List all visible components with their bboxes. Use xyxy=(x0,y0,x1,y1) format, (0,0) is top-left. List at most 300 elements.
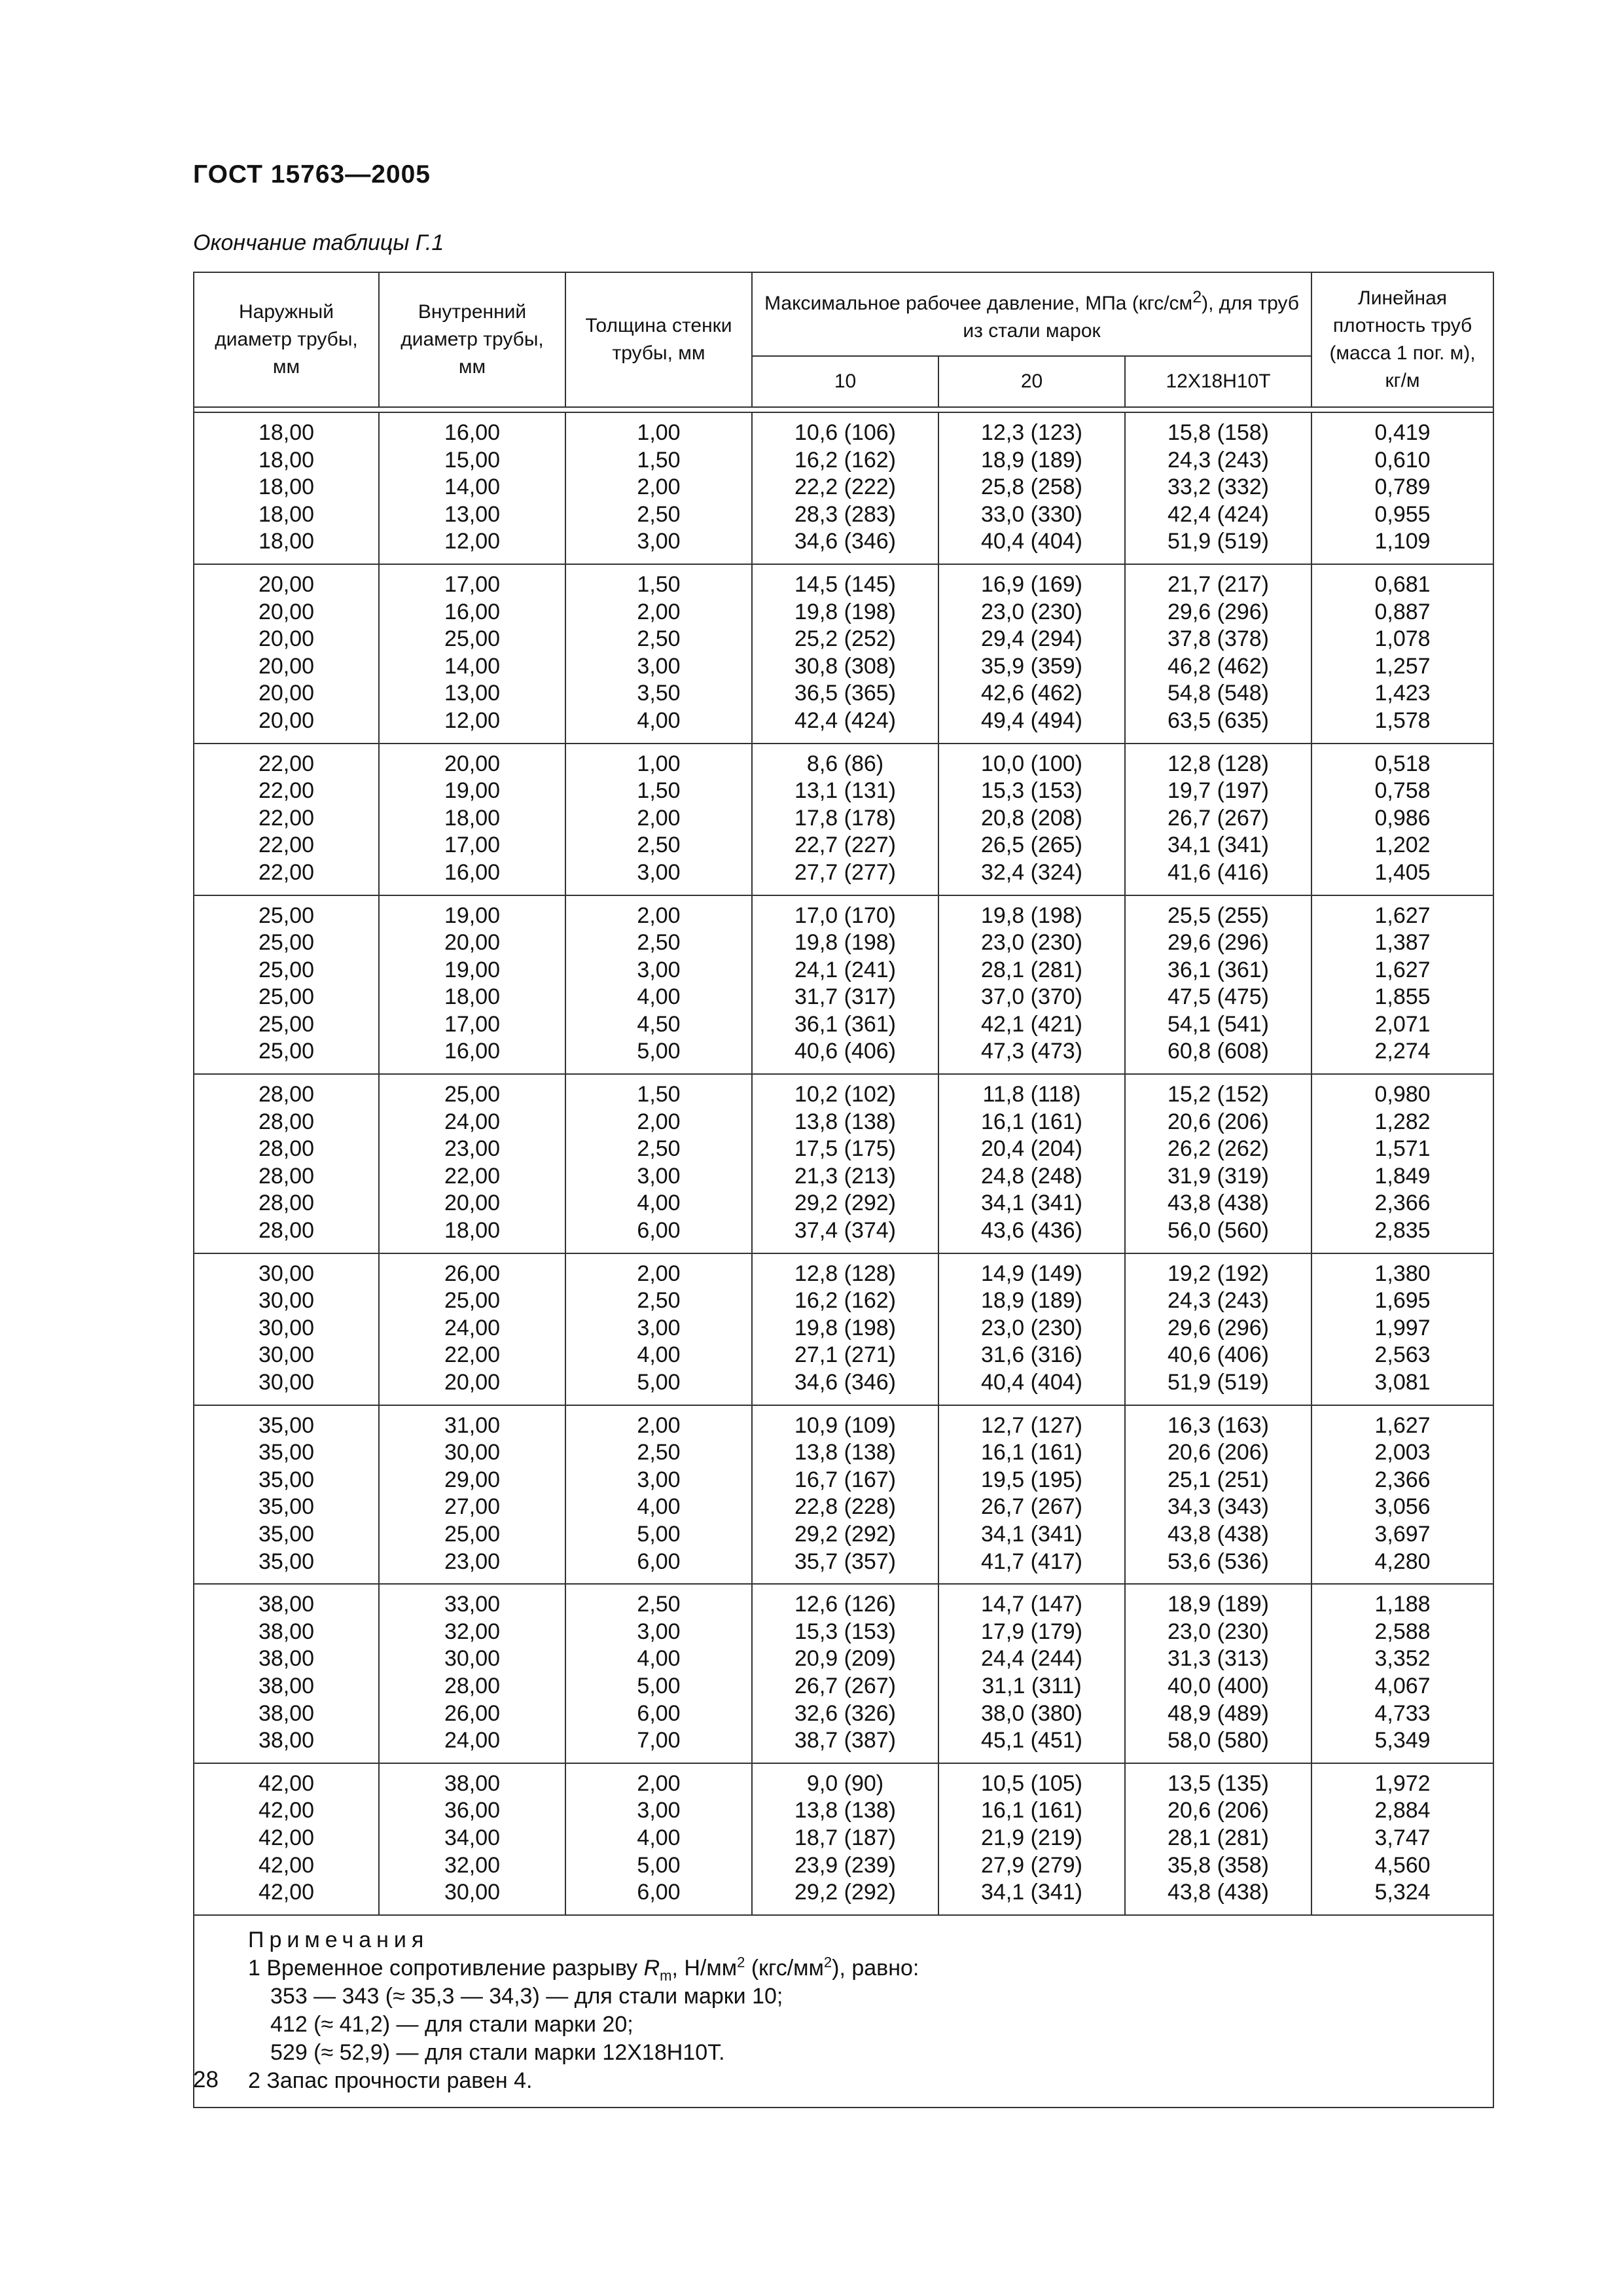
cell-value: 20,9 (209) xyxy=(794,1646,896,1672)
cell-value: 24,00 xyxy=(444,1728,501,1753)
cell-value: 30,00 xyxy=(444,1646,501,1672)
cell-value: 4,50 xyxy=(637,1011,681,1037)
cell-value: 1,50 xyxy=(637,571,681,597)
cell-value: 54,8 (548) xyxy=(1168,681,1270,706)
cell-value: 43,8 (438) xyxy=(1168,1521,1270,1547)
cell-value: 41,7 (417) xyxy=(981,1549,1082,1574)
cell-value: 30,8 (308) xyxy=(794,653,896,679)
cell-value: 0,518 xyxy=(1374,751,1431,776)
cell-value: 13,8 (138) xyxy=(794,1440,896,1465)
cell-value: 42,00 xyxy=(258,1880,315,1905)
cell-value: 0,980 xyxy=(1374,1082,1431,1107)
cell-value: 27,7 (277) xyxy=(794,859,896,885)
cell-value: 19,8 (198) xyxy=(981,903,1082,928)
cell-value: 1,257 xyxy=(1374,653,1431,679)
table-cell xyxy=(1311,564,1493,744)
table-cell xyxy=(565,1405,752,1585)
header-steel-10: 10 xyxy=(752,356,938,407)
cell-value: 10,6 (106) xyxy=(794,420,896,445)
table-row-group xyxy=(194,895,1493,1075)
cell-value: 3,697 xyxy=(1374,1521,1431,1547)
cell-value: 31,6 (316) xyxy=(981,1342,1082,1368)
cell-value: 1,50 xyxy=(637,447,681,473)
cell-value: 12,6 (126) xyxy=(794,1592,896,1617)
cell-value: 0,887 xyxy=(1374,599,1431,624)
cell-value: 0,758 xyxy=(1374,778,1431,804)
table-cell xyxy=(752,895,938,1075)
cell-value: 51,9 (519) xyxy=(1168,529,1270,554)
cell-value: 5,00 xyxy=(637,1673,681,1698)
cell-value: 24,1 (241) xyxy=(794,957,896,982)
header-max-pressure-sup: 2 xyxy=(1192,288,1202,306)
cell-value: 34,3 (343) xyxy=(1168,1494,1270,1520)
cell-value: 10,2 (102) xyxy=(794,1082,896,1107)
note-1-text-d: ), равно: xyxy=(832,1955,919,1981)
cell-value: 43,8 (438) xyxy=(1168,1191,1270,1216)
cell-value: 1,855 xyxy=(1374,984,1431,1010)
header-steel-20: 20 xyxy=(938,356,1125,407)
cell-value: 20,00 xyxy=(258,571,315,597)
cell-value: 17,9 (179) xyxy=(981,1619,1082,1644)
cell-value: 23,0 (230) xyxy=(981,930,1082,956)
cell-value: 3,00 xyxy=(637,1315,681,1340)
table-cell xyxy=(1311,1405,1493,1585)
cell-value: 23,0 (230) xyxy=(1168,1619,1270,1644)
cell-value: 20,4 (204) xyxy=(981,1136,1082,1162)
table-cell xyxy=(194,412,379,564)
cell-value: 28,00 xyxy=(258,1191,315,1216)
cell-value: 0,789 xyxy=(1374,475,1431,500)
cell-value: 56,0 (560) xyxy=(1168,1218,1270,1244)
cell-value: 16,00 xyxy=(444,599,501,624)
table-cell xyxy=(752,1405,938,1585)
cell-value: 2,00 xyxy=(637,475,681,500)
cell-value: 42,00 xyxy=(258,1770,315,1796)
table-cell xyxy=(938,895,1125,1075)
cell-value: 2,50 xyxy=(637,1136,681,1162)
cell-value: 26,00 xyxy=(444,1700,501,1726)
cell-value: 10,0 (100) xyxy=(981,751,1082,776)
table-cell xyxy=(1125,1405,1311,1585)
cell-value: 3,352 xyxy=(1374,1646,1431,1672)
cell-value: 18,00 xyxy=(258,475,315,500)
cell-value: 12,8 (128) xyxy=(1168,751,1270,776)
cell-value: 1,972 xyxy=(1374,1770,1431,1796)
cell-value: 35,00 xyxy=(258,1412,315,1438)
cell-value: 23,9 (239) xyxy=(794,1852,896,1878)
cell-value: 12,00 xyxy=(444,529,501,554)
cell-value: 1,109 xyxy=(1374,529,1431,554)
table-cell xyxy=(1125,412,1311,564)
table-cell xyxy=(752,1584,938,1763)
table-cell xyxy=(565,744,752,895)
cell-value: 2,00 xyxy=(637,1412,681,1438)
cell-value: 36,00 xyxy=(444,1798,501,1823)
cell-value: 21,9 (219) xyxy=(981,1825,1082,1850)
cell-value: 2,50 xyxy=(637,833,681,858)
cell-value: 4,733 xyxy=(1374,1700,1431,1726)
cell-value: 3,081 xyxy=(1374,1370,1431,1395)
cell-value: 15,2 (152) xyxy=(1168,1082,1270,1107)
header-rule xyxy=(194,407,1493,412)
cell-value: 2,00 xyxy=(637,1261,681,1286)
table-row-group xyxy=(194,1074,1493,1253)
table-cell xyxy=(565,1253,752,1405)
cell-value: 40,6 (406) xyxy=(1168,1342,1270,1368)
cell-value: 14,00 xyxy=(444,653,501,679)
cell-value: 17,8 (178) xyxy=(794,805,896,831)
table-cell xyxy=(194,1584,379,1763)
cell-value: 17,00 xyxy=(444,571,501,597)
cell-value: 63,5 (635) xyxy=(1168,708,1270,733)
cell-value: 19,5 (195) xyxy=(981,1467,1082,1492)
cell-value: 17,0 (170) xyxy=(794,903,896,928)
cell-value: 22,00 xyxy=(258,751,315,776)
cell-value: 1,188 xyxy=(1374,1592,1431,1617)
cell-value: 38,00 xyxy=(258,1592,315,1617)
cell-value: 47,3 (473) xyxy=(981,1039,1082,1064)
cell-value: 38,0 (380) xyxy=(981,1700,1082,1726)
header-steel-12x18n10t: 12Х18Н10Т xyxy=(1125,356,1311,407)
cell-value: 20,6 (206) xyxy=(1168,1798,1270,1823)
cell-value: 18,00 xyxy=(444,805,501,831)
cell-value: 4,067 xyxy=(1374,1673,1431,1698)
cell-value: 25,00 xyxy=(258,930,315,956)
cell-value: 37,8 (378) xyxy=(1168,626,1270,652)
cell-value: 25,00 xyxy=(258,957,315,982)
cell-value: 20,8 (208) xyxy=(981,805,1082,831)
table-cell xyxy=(1311,744,1493,895)
table-cell xyxy=(379,1253,565,1405)
cell-value: 32,00 xyxy=(444,1619,501,1644)
cell-value: 42,00 xyxy=(258,1825,315,1850)
cell-value: 26,2 (262) xyxy=(1168,1136,1270,1162)
cell-value: 25,00 xyxy=(258,984,315,1010)
cell-value: 25,1 (251) xyxy=(1168,1467,1270,1492)
cell-value: 20,6 (206) xyxy=(1168,1109,1270,1134)
cell-value: 3,00 xyxy=(637,529,681,554)
cell-value: 4,00 xyxy=(637,1646,681,1672)
cell-value: 19,00 xyxy=(444,778,501,804)
cell-value: 15,00 xyxy=(444,447,501,473)
cell-value: 0,610 xyxy=(1374,447,1431,473)
cell-value: 37,4 (374) xyxy=(794,1218,896,1244)
cell-value: 4,00 xyxy=(637,708,681,733)
table-cell xyxy=(938,1253,1125,1405)
cell-value: 2,50 xyxy=(637,501,681,527)
cell-value: 1,078 xyxy=(1374,626,1431,652)
cell-value: 2,00 xyxy=(637,1770,681,1796)
cell-value: 19,00 xyxy=(444,903,501,928)
table-cell xyxy=(938,1584,1125,1763)
cell-value: 22,00 xyxy=(444,1163,501,1189)
table-cell xyxy=(1125,1763,1311,1915)
cell-value: 30,00 xyxy=(444,1440,501,1465)
cell-value: 34,6 (346) xyxy=(794,1370,896,1395)
cell-value: 19,8 (198) xyxy=(794,599,896,624)
cell-value: 5,00 xyxy=(637,1521,681,1547)
table-cell xyxy=(752,1074,938,1253)
table-cell xyxy=(565,564,752,744)
table-cell xyxy=(379,1405,565,1585)
cell-value: 14,7 (147) xyxy=(981,1592,1082,1617)
cell-value: 38,00 xyxy=(444,1770,501,1796)
cell-value: 43,6 (436) xyxy=(981,1218,1082,1244)
cell-value: 27,1 (271) xyxy=(794,1342,896,1368)
cell-value: 19,00 xyxy=(444,957,501,982)
table-cell xyxy=(752,1253,938,1405)
cell-value: 1,997 xyxy=(1374,1315,1431,1340)
note-1-sup-2: 2 xyxy=(823,1954,832,1971)
cell-value: 1,423 xyxy=(1374,681,1431,706)
table-cell xyxy=(379,744,565,895)
note-1-line-3: 529 (≈ 52,9) — для стали марки 12Х18Н10Т. xyxy=(270,2039,725,2065)
cell-value: 18,00 xyxy=(258,420,315,445)
cell-value: 42,4 (424) xyxy=(794,708,896,733)
cell-value: 16,2 (162) xyxy=(794,447,896,473)
cell-value: 2,50 xyxy=(637,1592,681,1617)
table-cell xyxy=(194,1074,379,1253)
cell-value: 51,9 (519) xyxy=(1168,1370,1270,1395)
cell-value: 42,1 (421) xyxy=(981,1011,1082,1037)
cell-value: 33,0 (330) xyxy=(981,501,1082,527)
cell-value: 29,2 (292) xyxy=(794,1191,896,1216)
table-cell xyxy=(752,1763,938,1915)
cell-value: 40,6 (406) xyxy=(794,1039,896,1064)
cell-value: 25,00 xyxy=(258,1011,315,1037)
cell-value: 34,1 (341) xyxy=(981,1880,1082,1905)
cell-value: 0,986 xyxy=(1374,805,1431,831)
cell-value: 24,4 (244) xyxy=(981,1646,1082,1672)
cell-value: 30,00 xyxy=(444,1880,501,1905)
cell-value: 16,00 xyxy=(444,1039,501,1064)
cell-value: 35,00 xyxy=(258,1549,315,1574)
cell-value: 38,7 (387) xyxy=(794,1728,896,1753)
cell-value: 5,00 xyxy=(637,1039,681,1064)
cell-value: 12,00 xyxy=(444,708,501,733)
cell-value: 26,7 (267) xyxy=(981,1494,1082,1520)
cell-value: 19,8 (198) xyxy=(794,1315,896,1340)
cell-value: 16,00 xyxy=(444,859,501,885)
table-cell xyxy=(565,1763,752,1915)
cell-value: 16,3 (163) xyxy=(1168,1412,1270,1438)
cell-value: 27,9 (279) xyxy=(981,1852,1082,1878)
cell-value: 35,00 xyxy=(258,1521,315,1547)
cell-value: 29,2 (292) xyxy=(794,1880,896,1905)
cell-value: 4,00 xyxy=(637,1191,681,1216)
cell-value: 35,00 xyxy=(258,1440,315,1465)
cell-value: 26,7 (267) xyxy=(1168,805,1270,831)
cell-value: 2,835 xyxy=(1374,1218,1431,1244)
cell-value: 43,8 (438) xyxy=(1168,1880,1270,1905)
cell-value: 31,3 (313) xyxy=(1168,1646,1270,1672)
table-caption: Окончание таблицы Г.1 xyxy=(193,230,444,255)
cell-value: 4,560 xyxy=(1374,1852,1431,1878)
table-cell xyxy=(379,1074,565,1253)
cell-value: 16,7 (167) xyxy=(794,1467,896,1492)
cell-value: 3,00 xyxy=(637,1467,681,1492)
cell-value: 30,00 xyxy=(258,1288,315,1314)
cell-value: 4,00 xyxy=(637,1494,681,1520)
cell-value: 19,8 (198) xyxy=(794,930,896,956)
cell-value: 34,1 (341) xyxy=(1168,833,1270,858)
header-max-pressure-text-a: Максимальное рабочее давление, МПа (кгс/см xyxy=(764,293,1193,314)
cell-value: 1,627 xyxy=(1374,957,1431,982)
cell-value: 26,5 (265) xyxy=(981,833,1082,858)
cell-value: 35,00 xyxy=(258,1467,315,1492)
cell-value: 26,7 (267) xyxy=(794,1673,896,1698)
cell-value: 18,00 xyxy=(258,447,315,473)
cell-value: 28,00 xyxy=(444,1673,501,1698)
cell-value: 25,00 xyxy=(258,1039,315,1064)
cell-value: 28,00 xyxy=(258,1082,315,1107)
cell-value: 54,1 (541) xyxy=(1168,1011,1270,1037)
cell-value: 10,9 (109) xyxy=(794,1412,896,1438)
cell-value: 29,6 (296) xyxy=(1168,930,1270,956)
cell-value: 53,6 (536) xyxy=(1168,1549,1270,1574)
table-cell xyxy=(1125,564,1311,744)
cell-value: 20,00 xyxy=(258,681,315,706)
table-cell xyxy=(938,744,1125,895)
table-cell xyxy=(938,412,1125,564)
cell-value: 3,056 xyxy=(1374,1494,1431,1520)
cell-value: 37,0 (370) xyxy=(981,984,1082,1010)
table-cell xyxy=(1311,412,1493,564)
cell-value: 28,00 xyxy=(258,1136,315,1162)
cell-value: 18,7 (187) xyxy=(794,1825,896,1850)
table-cell xyxy=(752,564,938,744)
table-cell xyxy=(379,895,565,1075)
cell-value: 10,5 (105) xyxy=(981,1770,1082,1796)
cell-value: 21,3 (213) xyxy=(794,1163,896,1189)
cell-value: 38,00 xyxy=(258,1619,315,1644)
cell-value: 3,00 xyxy=(637,957,681,982)
cell-value: 22,7 (227) xyxy=(794,833,896,858)
cell-value: 20,6 (206) xyxy=(1168,1440,1270,1465)
cell-value: 34,00 xyxy=(444,1825,501,1850)
cell-value: 6,00 xyxy=(637,1218,681,1244)
table-cell xyxy=(194,564,379,744)
cell-value: 12,3 (123) xyxy=(981,420,1082,445)
cell-value: 31,9 (319) xyxy=(1168,1163,1270,1189)
cell-value: 20,00 xyxy=(444,1370,501,1395)
table-cell xyxy=(379,564,565,744)
cell-value: 28,00 xyxy=(258,1218,315,1244)
cell-value: 25,00 xyxy=(444,626,501,652)
table-cell xyxy=(1125,744,1311,895)
cell-value: 30,00 xyxy=(258,1342,315,1368)
cell-value: 29,6 (296) xyxy=(1168,1315,1270,1340)
table-cell xyxy=(1311,1763,1493,1915)
table-cell xyxy=(194,1253,379,1405)
cell-value: 25,00 xyxy=(444,1288,501,1314)
cell-value: 2,50 xyxy=(637,1288,681,1314)
cell-value: 2,50 xyxy=(637,1440,681,1465)
cell-value: 1,00 xyxy=(637,420,681,445)
cell-value: 47,5 (475) xyxy=(1168,984,1270,1010)
cell-value: 24,00 xyxy=(444,1315,501,1340)
table-row-group xyxy=(194,744,1493,895)
cell-value: 15,3 (153) xyxy=(794,1619,896,1644)
cell-value: 3,747 xyxy=(1374,1825,1431,1850)
cell-value: 2,003 xyxy=(1374,1440,1431,1465)
cell-value: 29,00 xyxy=(444,1467,501,1492)
cell-value: 16,00 xyxy=(444,420,501,445)
cell-value: 20,00 xyxy=(258,653,315,679)
cell-value: 0,955 xyxy=(1374,501,1431,527)
cell-value: 1,202 xyxy=(1374,833,1431,858)
cell-value: 4,00 xyxy=(637,984,681,1010)
cell-value: 42,6 (462) xyxy=(981,681,1082,706)
cell-value: 22,00 xyxy=(444,1342,501,1368)
cell-value: 3,00 xyxy=(637,859,681,885)
table-cell xyxy=(938,1074,1125,1253)
table-cell xyxy=(565,1584,752,1763)
cell-value: 24,00 xyxy=(444,1109,501,1134)
table-cell xyxy=(1125,1074,1311,1253)
table-cell xyxy=(194,895,379,1075)
cell-value: 38,00 xyxy=(258,1673,315,1698)
cell-value: 2,00 xyxy=(637,1109,681,1134)
table-notes xyxy=(194,1915,1493,2108)
cell-value: 22,00 xyxy=(258,833,315,858)
table-row-group xyxy=(194,1405,1493,1585)
cell-value: 33,00 xyxy=(444,1592,501,1617)
cell-value: 16,1 (161) xyxy=(981,1440,1082,1465)
table-cell xyxy=(938,1405,1125,1585)
cell-value: 23,00 xyxy=(444,1136,501,1162)
table-cell xyxy=(938,564,1125,744)
note-1-text-b: , Н/мм xyxy=(671,1955,738,1981)
cell-value: 2,884 xyxy=(1374,1798,1431,1823)
cell-value: 21,7 (217) xyxy=(1168,571,1270,597)
cell-value: 1,849 xyxy=(1374,1163,1431,1189)
cell-value: 38,00 xyxy=(258,1728,315,1753)
note-1-symbol: R xyxy=(643,1955,660,1981)
table-row-group xyxy=(194,1253,1493,1405)
cell-value: 16,1 (161) xyxy=(981,1798,1082,1823)
cell-value: 1,578 xyxy=(1374,708,1431,733)
cell-value: 17,5 (175) xyxy=(794,1136,896,1162)
cell-value: 40,0 (400) xyxy=(1168,1673,1270,1698)
cell-value: 12,7 (127) xyxy=(981,1412,1082,1438)
table-cell xyxy=(1125,895,1311,1075)
standard-title: ГОСТ 15763—2005 xyxy=(193,160,431,188)
cell-value: 28,3 (283) xyxy=(794,501,896,527)
table-row-group xyxy=(194,412,1493,564)
cell-value: 36,1 (361) xyxy=(794,1011,896,1037)
cell-value: 28,1 (281) xyxy=(981,957,1082,982)
cell-value: 18,9 (189) xyxy=(981,1288,1082,1314)
cell-value: 1,282 xyxy=(1374,1109,1431,1134)
table-cell xyxy=(565,1074,752,1253)
cell-value: 33,2 (332) xyxy=(1168,475,1270,500)
cell-value: 36,5 (365) xyxy=(794,681,896,706)
cell-value: 9,0 (90) xyxy=(806,1770,884,1796)
cell-value: 22,8 (228) xyxy=(794,1494,896,1520)
note-1-line-1: 353 — 343 (≈ 35,3 — 34,3) — для стали марки 10; xyxy=(270,1983,783,2009)
cell-value: 22,00 xyxy=(258,778,315,804)
table-cell xyxy=(1125,1584,1311,1763)
cell-value: 32,6 (326) xyxy=(794,1700,896,1726)
cell-value: 13,00 xyxy=(444,681,501,706)
cell-value: 2,50 xyxy=(637,626,681,652)
cell-value: 3,00 xyxy=(637,653,681,679)
cell-value: 14,9 (149) xyxy=(981,1261,1082,1286)
table-cell xyxy=(565,412,752,564)
cell-value: 31,7 (317) xyxy=(794,984,896,1010)
table-cell xyxy=(752,412,938,564)
